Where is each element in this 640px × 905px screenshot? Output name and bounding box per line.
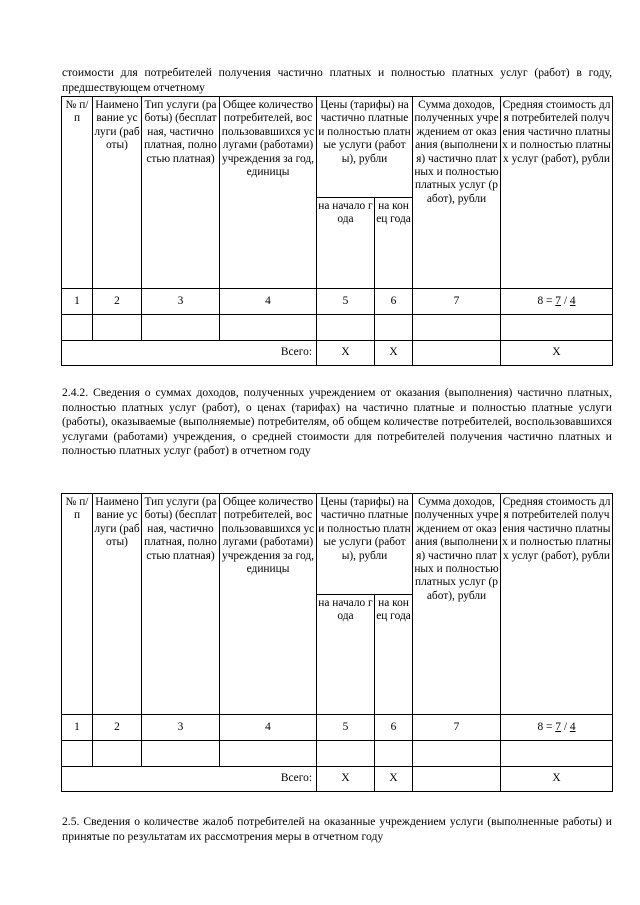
header-price-start: на начало года [317,595,375,715]
header-count: Общее количество потребителей, воспользовавшихся услугами (работами) учреждения за год, единицы [220,97,317,289]
total-cell: X [317,341,375,366]
col-number: 7 [413,715,501,741]
col-number: 4 [220,289,317,315]
header-income: Сумма доходов, полученных учреждением от оказания (выполнения) частично платных и полностью платных услуг (работ), рубли [413,494,501,715]
header-income: Сумма доходов, полученных учреждением от оказания (выполнения) частично платных и полностью платных услуг (работ), рубли [413,97,501,289]
header-price-end: на конец года [375,198,413,289]
col-number: 7 [413,289,501,315]
table-row [62,741,613,767]
total-cell: X [501,341,613,366]
section-2-5-paragraph: 2.5. Сведения о количестве жалоб потребителей на оказанные учреждением услуги (выполненные работы) и принятые по результатам их рассмотрения меры в отчетном году [62,815,612,843]
header-type: Тип услуги (работы) (бесплатная, частично платная, полностью платная) [142,97,220,289]
total-cell: X [501,767,613,792]
col-number: 5 [317,289,375,315]
table-services-reporting-year [61,493,613,792]
total-row [62,767,613,792]
table-row [62,315,613,341]
header-avg: Средняя стоимость для потребителей получения частично платных и полностью платных услуг (работ), рубли [501,97,613,289]
col-number: 5 [317,715,375,741]
header-avg: Средняя стоимость для потребителей получения частично платных и полностью платных услуг (работ), рубли [501,494,613,715]
col-number: 4 [220,715,317,741]
col-number: 2 [93,715,142,741]
header-count: Общее количество потребителей, воспользовавшихся услугами (работами) учреждения за год, единицы [220,494,317,715]
col-formula: 8 = 7 / 4 [501,715,613,741]
intro-paragraph: стоимости для потребителей получения частично платных и полностью платных услуг (работ) в году, предшествующем отчетному [62,66,612,94]
header-name: Наименование услуги (работы) [93,494,142,715]
col-formula: 8 = 7 / 4 [501,289,613,315]
col-number: 1 [62,715,93,741]
header-type: Тип услуги (работы) (бесплатная, частично платная, полностью платная) [142,494,220,715]
total-label: Всего: [62,341,317,366]
total-cell: X [317,767,375,792]
table-services-previous-year [61,96,613,366]
col-number: 2 [93,289,142,315]
header-price-end: на конец года [375,595,413,715]
section-2-4-2-paragraph: 2.4.2. Сведения о суммах доходов, полученных учреждением от оказания (выполнения) частично платных, полностью платных услуг (работ), о ценах (тарифах) на частично платные и полностью платные услуги (работы), оказываемые (выполняемые) потребителям, об общем количестве потребителей, воспользовавшихся услугами (работами) учреждения, о средней стоимости для потребителей получения частично платных и полностью платных услуг (работ) в отчетном году [62,386,612,457]
total-cell: X [375,767,413,792]
total-label: Всего: [62,767,317,792]
col-number: 3 [142,715,220,741]
total-row [62,341,613,366]
total-cell: X [375,341,413,366]
header-prices: Цены (тарифы) на частично платные и полностью платные услуги (работы), рубли [317,494,413,595]
header-prices: Цены (тарифы) на частично платные и полностью платные услуги (работы), рубли [317,97,413,198]
col-number: 6 [375,715,413,741]
header-name: Наименование услуги (работы) [93,97,142,289]
header-num: № п/п [62,97,93,289]
col-number: 6 [375,289,413,315]
col-number: 3 [142,289,220,315]
col-number: 1 [62,289,93,315]
header-num: № п/п [62,494,93,715]
header-price-start: на начало года [317,198,375,289]
